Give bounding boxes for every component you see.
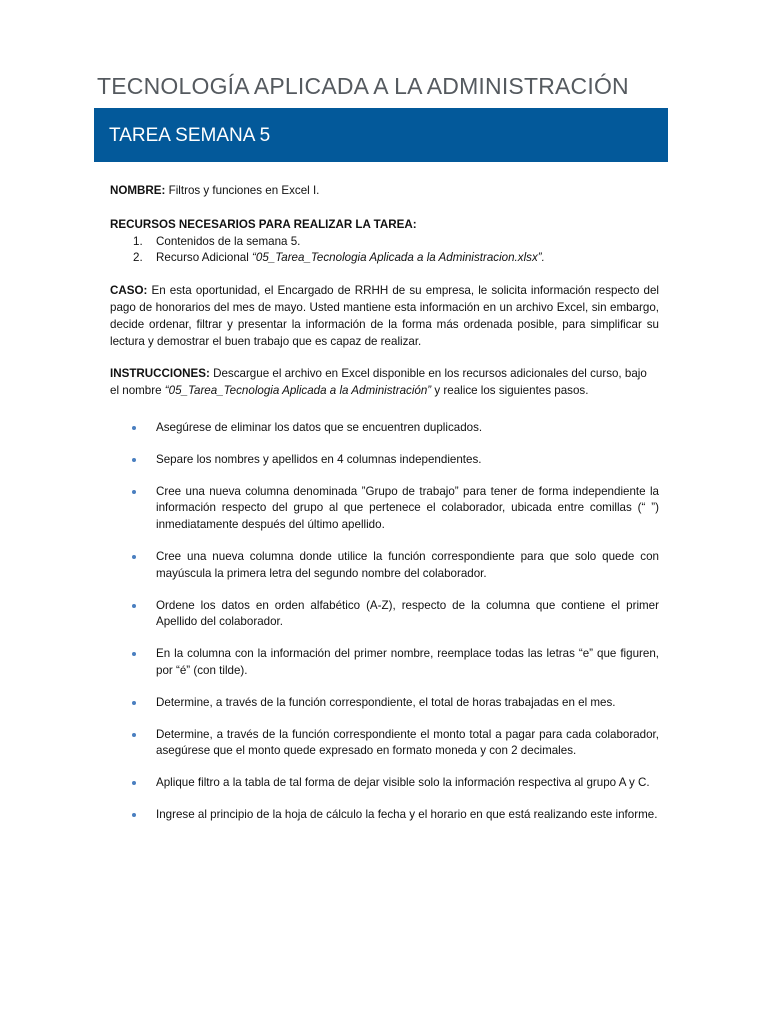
instrucciones-paragraph bbox=[110, 366, 659, 400]
recursos-heading: RECURSOS NECESARIOS PARA REALIZAR LA TAREA: bbox=[110, 217, 417, 231]
list-item: Cree una nueva columna donde utilice la función correspondiente para que solo quede con mayúscula la primera letra del segundo nombre del colaborador. bbox=[110, 549, 659, 583]
list-item: En la columna con la información del primer nombre, reemplace todas las letras “e” que figuren, por “é” (con tilde). bbox=[110, 646, 659, 680]
caso-label: CASO: bbox=[110, 284, 148, 298]
assignment-banner bbox=[94, 108, 668, 162]
list-item: Asegúrese de eliminar los datos que se encuentren duplicados. bbox=[110, 420, 659, 437]
nombre-value: Filtros y funciones en Excel I. bbox=[168, 184, 320, 197]
resource-file-name: “05_Tarea_Tecnologia Aplicada a la Administracion.xlsx”. bbox=[252, 251, 545, 265]
instrucciones-text-end: y realice los siguientes pasos. bbox=[431, 384, 589, 398]
caso-text: En esta oportunidad, el Encargado de RRHH de su empresa, le solicita información respecto del pago de honorarios del mes de mayo. Usted mantiene esta información en un archivo Excel, sin embargo, decide ordenar, filtrar y presentar la información de la forma más ordenada posible, para simplificar su lectura y demostrar el buen trabajo que es capaz de realizar. bbox=[110, 284, 659, 348]
list-item: Ordene los datos en orden alfabético (A-Z), respecto de la columna que contiene el primer Apellido del colaborador. bbox=[110, 598, 659, 632]
recursos-list bbox=[110, 234, 659, 268]
course-title: TECNOLOGÍA APLICADA A LA ADMINISTRACIÓN bbox=[97, 73, 629, 99]
list-item-number: 1. bbox=[133, 234, 143, 248]
list-item: Aplique filtro a la tabla de tal forma de dejar visible solo la información respectiva al grupo A y C. bbox=[110, 775, 659, 792]
list-item: Determine, a través de la función correspondiente, el total de horas trabajadas en el mes. bbox=[110, 695, 659, 712]
document-body bbox=[110, 183, 659, 824]
list-item-number: 2. bbox=[133, 251, 143, 265]
list-item-text: Recurso Adicional bbox=[156, 251, 253, 265]
nombre-line bbox=[110, 183, 659, 200]
list-item: Ingrese al principio de la hoja de cálculo la fecha y el horario en que está realizando este informe. bbox=[110, 807, 659, 824]
list-item: Separe los nombres y apellidos en 4 columnas independientes. bbox=[110, 452, 659, 469]
list-item bbox=[110, 234, 659, 251]
caso-paragraph bbox=[110, 283, 659, 350]
list-item bbox=[110, 250, 659, 267]
steps-list bbox=[110, 420, 659, 824]
nombre-label: NOMBRE: bbox=[110, 184, 166, 197]
list-item: Cree una nueva columna denominada ”Grupo de trabajo” para tener de forma independiente la información respecto del grupo al que pertenece el colaborador, ubicada entre comillas (“ ”) inmediatamente después del último apellido. bbox=[110, 484, 659, 534]
banner-title: TAREA SEMANA 5 bbox=[109, 125, 271, 146]
list-item-text: Contenidos de la semana 5. bbox=[156, 234, 301, 248]
instrucciones-label: INSTRUCCIONES: bbox=[110, 367, 210, 381]
instrucciones-text: Descargue el archivo en Excel disponible en los recursos adicionales del curso, bajo el nombre bbox=[110, 367, 647, 398]
instrucciones-file-name: “05_Tarea_Tecnologia Aplicada a la Administración” bbox=[164, 384, 432, 398]
list-item: Determine, a través de la función correspondiente el monto total a pagar para cada colaborador, asegúrese que el monto quede expresado en formato moneda y con 2 decimales. bbox=[110, 727, 659, 761]
